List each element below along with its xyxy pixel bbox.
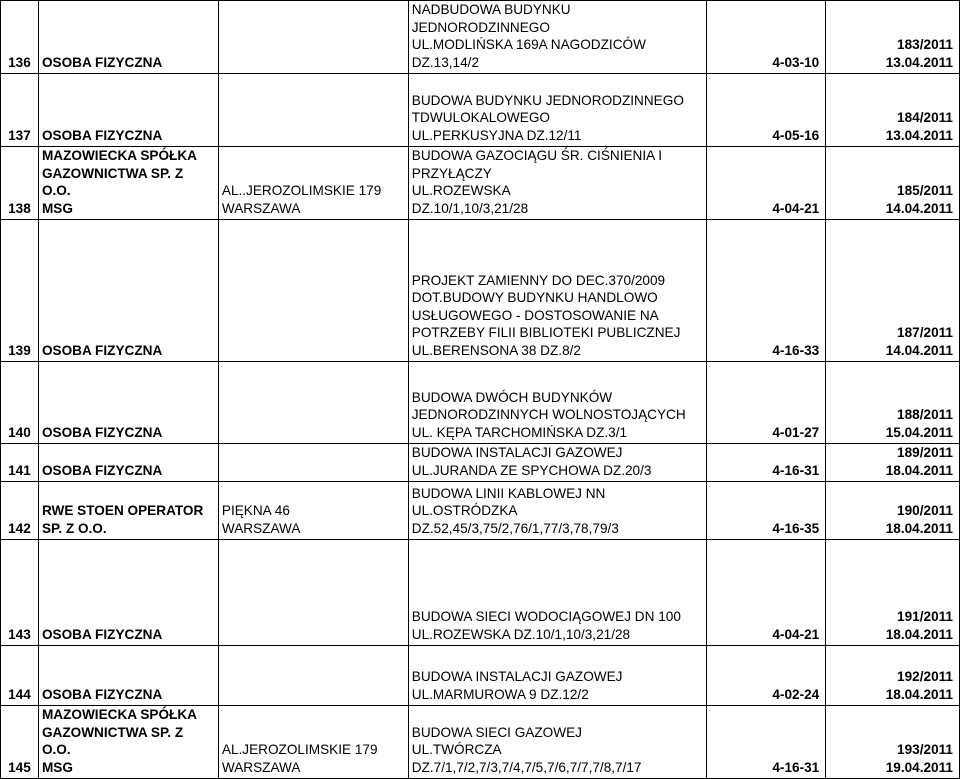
description-cell-line: DZ.10/1,10/3,21/28 <box>411 200 529 216</box>
description-cell-line: DZ.13,14/2 <box>411 54 480 70</box>
address-cell-line: WARSZAWA <box>221 520 301 536</box>
row-number: 136 <box>1 1 39 74</box>
description-cell <box>408 444 706 482</box>
description-cell-line: UL. KĘPA TARCHOMIŃSKA DZ.3/1 <box>411 424 628 440</box>
investor-cell-line: MSG <box>41 759 73 775</box>
description-cell <box>408 147 706 220</box>
decision-cell <box>826 147 960 220</box>
decision-cell <box>826 74 960 147</box>
investor-cell-line: OSOBA FIZYCZNA <box>41 127 163 143</box>
address-cell-line: WARSZAWA <box>221 200 301 216</box>
description-cell-line: UL.ROZEWSKA DZ.10/1,10/3,21/28 <box>411 626 631 642</box>
table-row <box>1 147 960 220</box>
investor-cell-line: MAZOWIECKA SPÓŁKA <box>41 148 197 163</box>
address-cell-line: WARSZAWA <box>221 759 301 775</box>
address-cell-line: AL..JEROZOLIMSKIE 179 <box>221 183 382 198</box>
address-cell <box>218 540 408 646</box>
description-cell-line: NADBUDOWA BUDYNKU <box>411 2 571 17</box>
address-cell <box>218 1 408 74</box>
description-cell-line: UL.ROZEWSKA <box>411 183 511 198</box>
decision-cell-line: 19.04.2011 <box>885 759 953 775</box>
table-row <box>1 706 960 779</box>
investor-cell-line: OSOBA FIZYCZNA <box>41 462 163 478</box>
description-cell-line: BUDOWA INSTALACJI GAZOWEJ <box>411 445 623 460</box>
address-cell <box>218 220 408 362</box>
decision-cell-line: 183/2011 <box>897 37 953 52</box>
investor-cell <box>38 646 218 706</box>
decision-cell-line: 18.04.2011 <box>885 520 953 536</box>
decision-cell <box>826 362 960 444</box>
decision-cell <box>826 646 960 706</box>
description-cell <box>408 646 706 706</box>
decision-cell-line: 189/2011 <box>897 445 953 460</box>
description-cell-line: PROJEKT ZAMIENNY DO DEC.370/2009 <box>411 272 666 288</box>
investor-cell <box>38 482 218 540</box>
decision-cell-line: 18.04.2011 <box>885 686 953 702</box>
investor-cell-line: MSG <box>41 200 73 216</box>
investor-cell-line: O.O. <box>41 183 71 198</box>
decision-cell <box>826 706 960 779</box>
row-number: 145 <box>1 706 39 779</box>
decision-cell-line: 193/2011 <box>897 742 953 757</box>
decision-cell <box>826 482 960 540</box>
description-cell <box>408 74 706 147</box>
decision-cell-line: 190/2011 <box>897 503 953 518</box>
table-row <box>1 482 960 540</box>
row-number: 137 <box>1 74 39 147</box>
description-cell-line: POTRZEBY FILII BIBLIOTEKI PUBLICZNEJ <box>411 325 681 340</box>
description-cell-line: JEDNORODZINNEGO <box>411 19 550 35</box>
row-number: 142 <box>1 482 39 540</box>
decision-cell-line: 14.04.2011 <box>885 342 953 358</box>
investor-cell <box>38 362 218 444</box>
investor-cell-line: OSOBA FIZYCZNA <box>41 626 163 642</box>
address-cell-line: AL.JEROZOLIMSKIE 179 <box>221 742 378 757</box>
description-cell-line: BUDOWA SIECI WODOCIĄGOWEJ DN 100 <box>411 609 681 624</box>
description-cell <box>408 362 706 444</box>
investor-cell-line: RWE STOEN OPERATOR <box>41 503 204 518</box>
code-cell: 4-04-21 <box>706 147 826 220</box>
description-cell-line: BUDOWA INSTALACJI GAZOWEJ <box>411 669 623 684</box>
investor-cell-line: O.O. <box>41 742 71 757</box>
description-cell-line: UL.MODLIŃSKA 169A NAGODZICÓW <box>411 37 646 52</box>
table-row <box>1 540 960 646</box>
description-cell-line: BUDOWA BUDYNKU JEDNORODZINNEGO <box>411 92 684 108</box>
description-cell-line: PRZYŁĄCZY <box>411 165 492 181</box>
description-cell-line: BUDOWA DWÓCH BUDYNKÓW <box>411 389 613 405</box>
investor-cell-line: GAZOWNICTWA SP. Z <box>41 165 184 181</box>
decision-cell <box>826 540 960 646</box>
decision-cell-line: 14.04.2011 <box>885 200 953 216</box>
description-cell-line: TDWULOKALOWEGO <box>411 110 550 125</box>
decision-cell-line: 188/2011 <box>897 407 953 422</box>
decision-cell-line: 192/2011 <box>897 669 953 684</box>
address-cell <box>218 706 408 779</box>
row-number: 143 <box>1 540 39 646</box>
code-cell: 4-02-24 <box>706 646 826 706</box>
table-row <box>1 220 960 362</box>
table-row <box>1 1 960 74</box>
description-cell-line: BUDOWA LINII KABLOWEJ NN <box>411 485 606 501</box>
decision-cell-line: 185/2011 <box>897 183 953 198</box>
description-cell <box>408 1 706 74</box>
table-row <box>1 74 960 147</box>
investor-cell <box>38 220 218 362</box>
description-cell-line: UL.PERKUSYJNA DZ.12/11 <box>411 127 582 143</box>
investor-cell-line: OSOBA FIZYCZNA <box>41 54 163 70</box>
address-cell <box>218 362 408 444</box>
decision-cell-line: 13.04.2011 <box>885 127 953 143</box>
description-cell-line: JEDNORODZINNYCH WOLNOSTOJĄCYCH <box>411 407 686 422</box>
investor-cell-line: GAZOWNICTWA SP. Z <box>41 724 184 740</box>
code-cell: 4-03-10 <box>706 1 826 74</box>
investor-cell <box>38 444 218 482</box>
table-row <box>1 646 960 706</box>
decision-cell-line: 18.04.2011 <box>885 626 953 642</box>
description-cell-line: USŁUGOWEGO - DOSTOSOWANIE NA <box>411 307 659 323</box>
investor-cell <box>38 540 218 646</box>
description-cell <box>408 540 706 646</box>
row-number: 144 <box>1 646 39 706</box>
decision-cell-line: 191/2011 <box>897 609 953 624</box>
description-cell-line: UL.TWÓRCZA <box>411 742 502 757</box>
description-cell <box>408 220 706 362</box>
code-cell: 4-16-31 <box>706 706 826 779</box>
investor-cell-line: MAZOWIECKA SPÓŁKA <box>41 707 197 722</box>
decision-cell-line: 13.04.2011 <box>885 54 953 70</box>
description-cell-line: UL.JURANDA ZE SPYCHOWA DZ.20/3 <box>411 462 652 478</box>
code-cell: 4-01-27 <box>706 362 826 444</box>
address-cell-line: PIĘKNA 46 <box>221 503 290 518</box>
description-cell-line: DOT.BUDOWY BUDYNKU HANDLOWO <box>411 290 658 305</box>
description-cell-line: DZ.52,45/3,75/2,76/1,77/3,78,79/3 <box>411 520 619 536</box>
table-row <box>1 362 960 444</box>
address-cell <box>218 646 408 706</box>
description-cell-line: BUDOWA SIECI GAZOWEJ <box>411 724 582 740</box>
decision-cell-line: 187/2011 <box>897 325 953 340</box>
description-cell-line: BUDOWA GAZOCIĄGU ŚR. CIŚNIENIA I <box>411 148 663 163</box>
investor-cell <box>38 74 218 147</box>
address-cell <box>218 74 408 147</box>
investor-cell-line: OSOBA FIZYCZNA <box>41 686 163 702</box>
address-cell <box>218 444 408 482</box>
decision-cell <box>826 1 960 74</box>
code-cell: 4-05-16 <box>706 74 826 147</box>
investor-cell <box>38 147 218 220</box>
investor-cell <box>38 1 218 74</box>
description-cell <box>408 482 706 540</box>
description-cell-line: DZ.7/1,7/2,7/3,7/4,7/5,7/6,7/7,7/8,7/17 <box>411 759 642 775</box>
description-cell-line: UL.MARMUROWA 9 DZ.12/2 <box>411 686 589 702</box>
investor-cell-line: OSOBA FIZYCZNA <box>41 424 163 440</box>
address-cell <box>218 147 408 220</box>
investor-cell <box>38 706 218 779</box>
table-row <box>1 444 960 482</box>
code-cell: 4-16-33 <box>706 220 826 362</box>
investor-cell-line: OSOBA FIZYCZNA <box>41 342 163 358</box>
decision-cell <box>826 220 960 362</box>
decision-cell-line: 184/2011 <box>897 110 953 125</box>
investor-cell-line: SP. Z O.O. <box>41 520 107 536</box>
description-cell-line: UL.BERENSONA 38 DZ.8/2 <box>411 342 581 358</box>
code-cell: 4-16-31 <box>706 444 826 482</box>
description-cell <box>408 706 706 779</box>
decision-cell <box>826 444 960 482</box>
address-cell <box>218 482 408 540</box>
row-number: 139 <box>1 220 39 362</box>
code-cell: 4-16-35 <box>706 482 826 540</box>
decision-cell-line: 15.04.2011 <box>885 424 953 440</box>
row-number: 140 <box>1 362 39 444</box>
description-cell-line: UL.OSTRÓDZKA <box>411 503 518 518</box>
decision-cell-line: 18.04.2011 <box>885 462 953 478</box>
code-cell: 4-04-21 <box>706 540 826 646</box>
row-number: 141 <box>1 444 39 482</box>
row-number: 138 <box>1 147 39 220</box>
